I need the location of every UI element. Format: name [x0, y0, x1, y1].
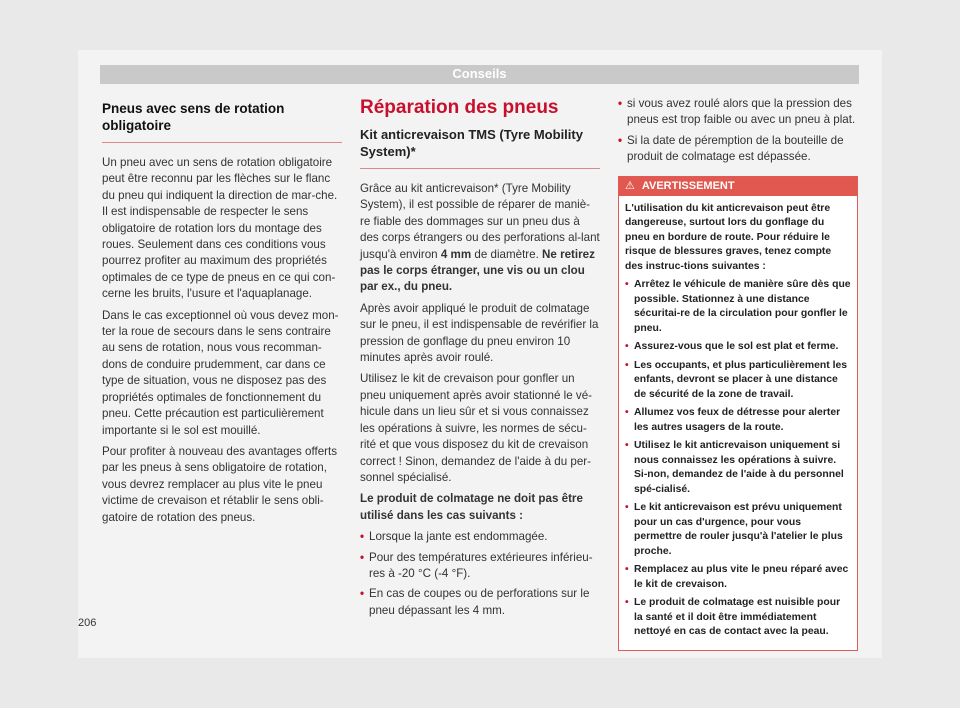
warning-item-text: Le kit anticrevaison est prévu uniquement pour un cas d'urgence, pour vous permettre de rouler jusqu'à l'atelier le plus proche. — [634, 502, 843, 557]
subsection-title: Kit anticrevaison TMS (Tyre Mobility System)* — [360, 126, 600, 169]
page-number: 206 — [78, 617, 97, 629]
bullet-icon: • — [625, 564, 629, 576]
main-title: Réparation des pneus — [360, 97, 559, 118]
warning-box — [618, 176, 858, 651]
section-title: Conseils — [452, 66, 507, 81]
warning-item-text: Arrêtez le véhicule de manière sûre dès que possible. Stationnez à une distance sécuritai-re de la circulation pour gonfler le pneu. — [634, 279, 851, 334]
left-paragraph: Un pneu avec un sens de rotation obligatoire peut être reconnu par les flèches sur le flanc du pneu qui indiquent la direction de mar-che. Il est indispensable de respecter le sens obligatoire de rotation lors du montage des roues. Seulement dans ces conditions vous pourrez profiter au maximum des propriétés optimales de ce type de pneus en ce qui con-cerne les bruits, l'usure et l'aquaplanage. — [102, 156, 338, 301]
list-item — [360, 550, 600, 583]
warning-item — [625, 596, 851, 640]
list-item — [360, 529, 600, 545]
warning-item-text: Utilisez le kit anticrevaison uniquement si nous connaissez les opérations à suivre. Si-non, demandez de l'aide à du personnel spé-cialisé. — [634, 440, 844, 495]
warning-item-text: Assurez-vous que le sol est plat et ferme. — [634, 341, 839, 353]
section-header-bar — [100, 65, 859, 84]
warning-header — [619, 177, 857, 196]
bullet-icon: • — [625, 440, 629, 452]
left-paragraph: Dans le cas exceptionnel où vous devez mon-ter la roue de secours dans le sens contraire au sens de rotation, nous vous recomman-dons de conduire prudemment, car dans ce type de situation, vous ne disposez pas des propriétés optimales de fonctionnement du pneu. Cette précaution est particulièrement importante si le sol est mouillé. — [102, 308, 339, 437]
warning-item — [625, 439, 851, 497]
left-column — [102, 96, 342, 531]
bullet-icon: • — [360, 587, 365, 601]
bullet-icon: • — [625, 341, 629, 353]
right-column — [618, 96, 858, 651]
list-heading: Le produit de colmatage ne doit pas être utilisé dans les cas suivants : — [360, 492, 583, 522]
bullet-icon: • — [625, 407, 629, 419]
intro-text: Grâce au kit anticrevaison* (Tyre Mobility System), il est possible de réparer de maniè-re fiable des dommages sur un pneu dus à des corps étrangers ou des perforations al-lant jusqu'à environ — [360, 182, 600, 261]
list-item — [618, 96, 858, 129]
bullet-icon: • — [618, 133, 623, 147]
warning-item — [625, 406, 851, 435]
bullet-icon: • — [618, 97, 623, 110]
bullet-icon: • — [625, 359, 629, 371]
left-heading: Pneus avec sens de rotation obligatoire — [102, 100, 342, 143]
pressure-paragraph: Après avoir appliqué le produit de colmatage sur le pneu, il est indispensable de revérifier la pression de gonflage du pneu environ 10 minutes après avoir roulé. — [360, 301, 599, 365]
list-item-text: si vous avez roulé alors que la pression des pneus est trop faible ou avec un pneu à plat. — [627, 97, 856, 127]
warning-body — [619, 196, 857, 650]
list-item — [618, 133, 858, 166]
warning-triangle-icon: ⚠ — [625, 179, 635, 192]
intro-paragraph — [360, 181, 600, 296]
list-item — [360, 586, 600, 619]
bullet-icon: • — [360, 530, 365, 544]
list-item-text: En cas de coupes ou de perforations sur le pneu dépassant les 4 mm. — [369, 587, 590, 617]
list-item-text: Si la date de péremption de la bouteille de produit de colmatage est dépassée. — [627, 133, 844, 164]
warning-label: AVERTISSEMENT — [641, 179, 735, 192]
bullet-icon: • — [625, 502, 629, 514]
warning-item-text: Remplacez au plus vite le pneu réparé avec le kit de crevaison. — [634, 564, 849, 590]
bullet-icon: • — [625, 597, 629, 609]
warning-item-text: Allumez vos feux de détresse pour alerter les autres usagers de la route. — [634, 407, 841, 433]
list-item-text: Pour des températures extérieures inférieu-res à -20 °C (-4 °F). — [369, 550, 593, 580]
bullet-icon: • — [625, 279, 629, 291]
warning-item — [625, 278, 851, 336]
list-item-text: Lorsque la jante est endommagée. — [369, 530, 548, 544]
left-paragraph: Pour profiter à nouveau des avantages offerts par les pneus à sens obligatoire de rotation, vous devrez remplacer au plus vite le pneu victime de crevaison et rétablir le sens obli-gatoire de rotation des pneus. — [102, 444, 338, 524]
warning-intro: L'utilisation du kit anticrevaison peut être dangereuse, surtout lors du gonflage du pneu en bordure de route. Pour réduire le risque de blessures graves, tenez compte des instruc-tions suivantes : — [625, 202, 832, 272]
warning-item — [625, 340, 851, 355]
warning-item — [625, 359, 851, 403]
warning-item-text: Le produit de colmatage est nuisible pour la santé et il doit être immédiatement nettoyé en cas de contact avec la peau. — [634, 597, 841, 638]
warning-item — [625, 501, 851, 559]
middle-column — [360, 96, 600, 623]
warning-item-text: Les occupants, et plus particulièrement les enfants, devront se placer à une distance de sécurité de la zone de travail. — [634, 359, 848, 400]
intro-warning: Ne retirez pas le corps étranger, une vis ou un clou par ex., du pneu. — [360, 247, 595, 294]
usage-paragraph: Utilisez le kit de crevaison pour gonfler un pneu uniquement après avoir stationné le vé-hicule dans un lieu sûr et si vous connaissez les opérations à suivre, les normes de sécu-rité et que vous disposez du kit de crevaison correct ! Sinon, demandez de l'aide à du per-sonnel spécialisé. — [360, 372, 593, 484]
intro-text-cont: de diamètre. — [471, 247, 543, 261]
bullet-icon: • — [360, 550, 365, 564]
intro-size: 4 mm — [440, 247, 472, 261]
warning-item — [625, 563, 851, 592]
